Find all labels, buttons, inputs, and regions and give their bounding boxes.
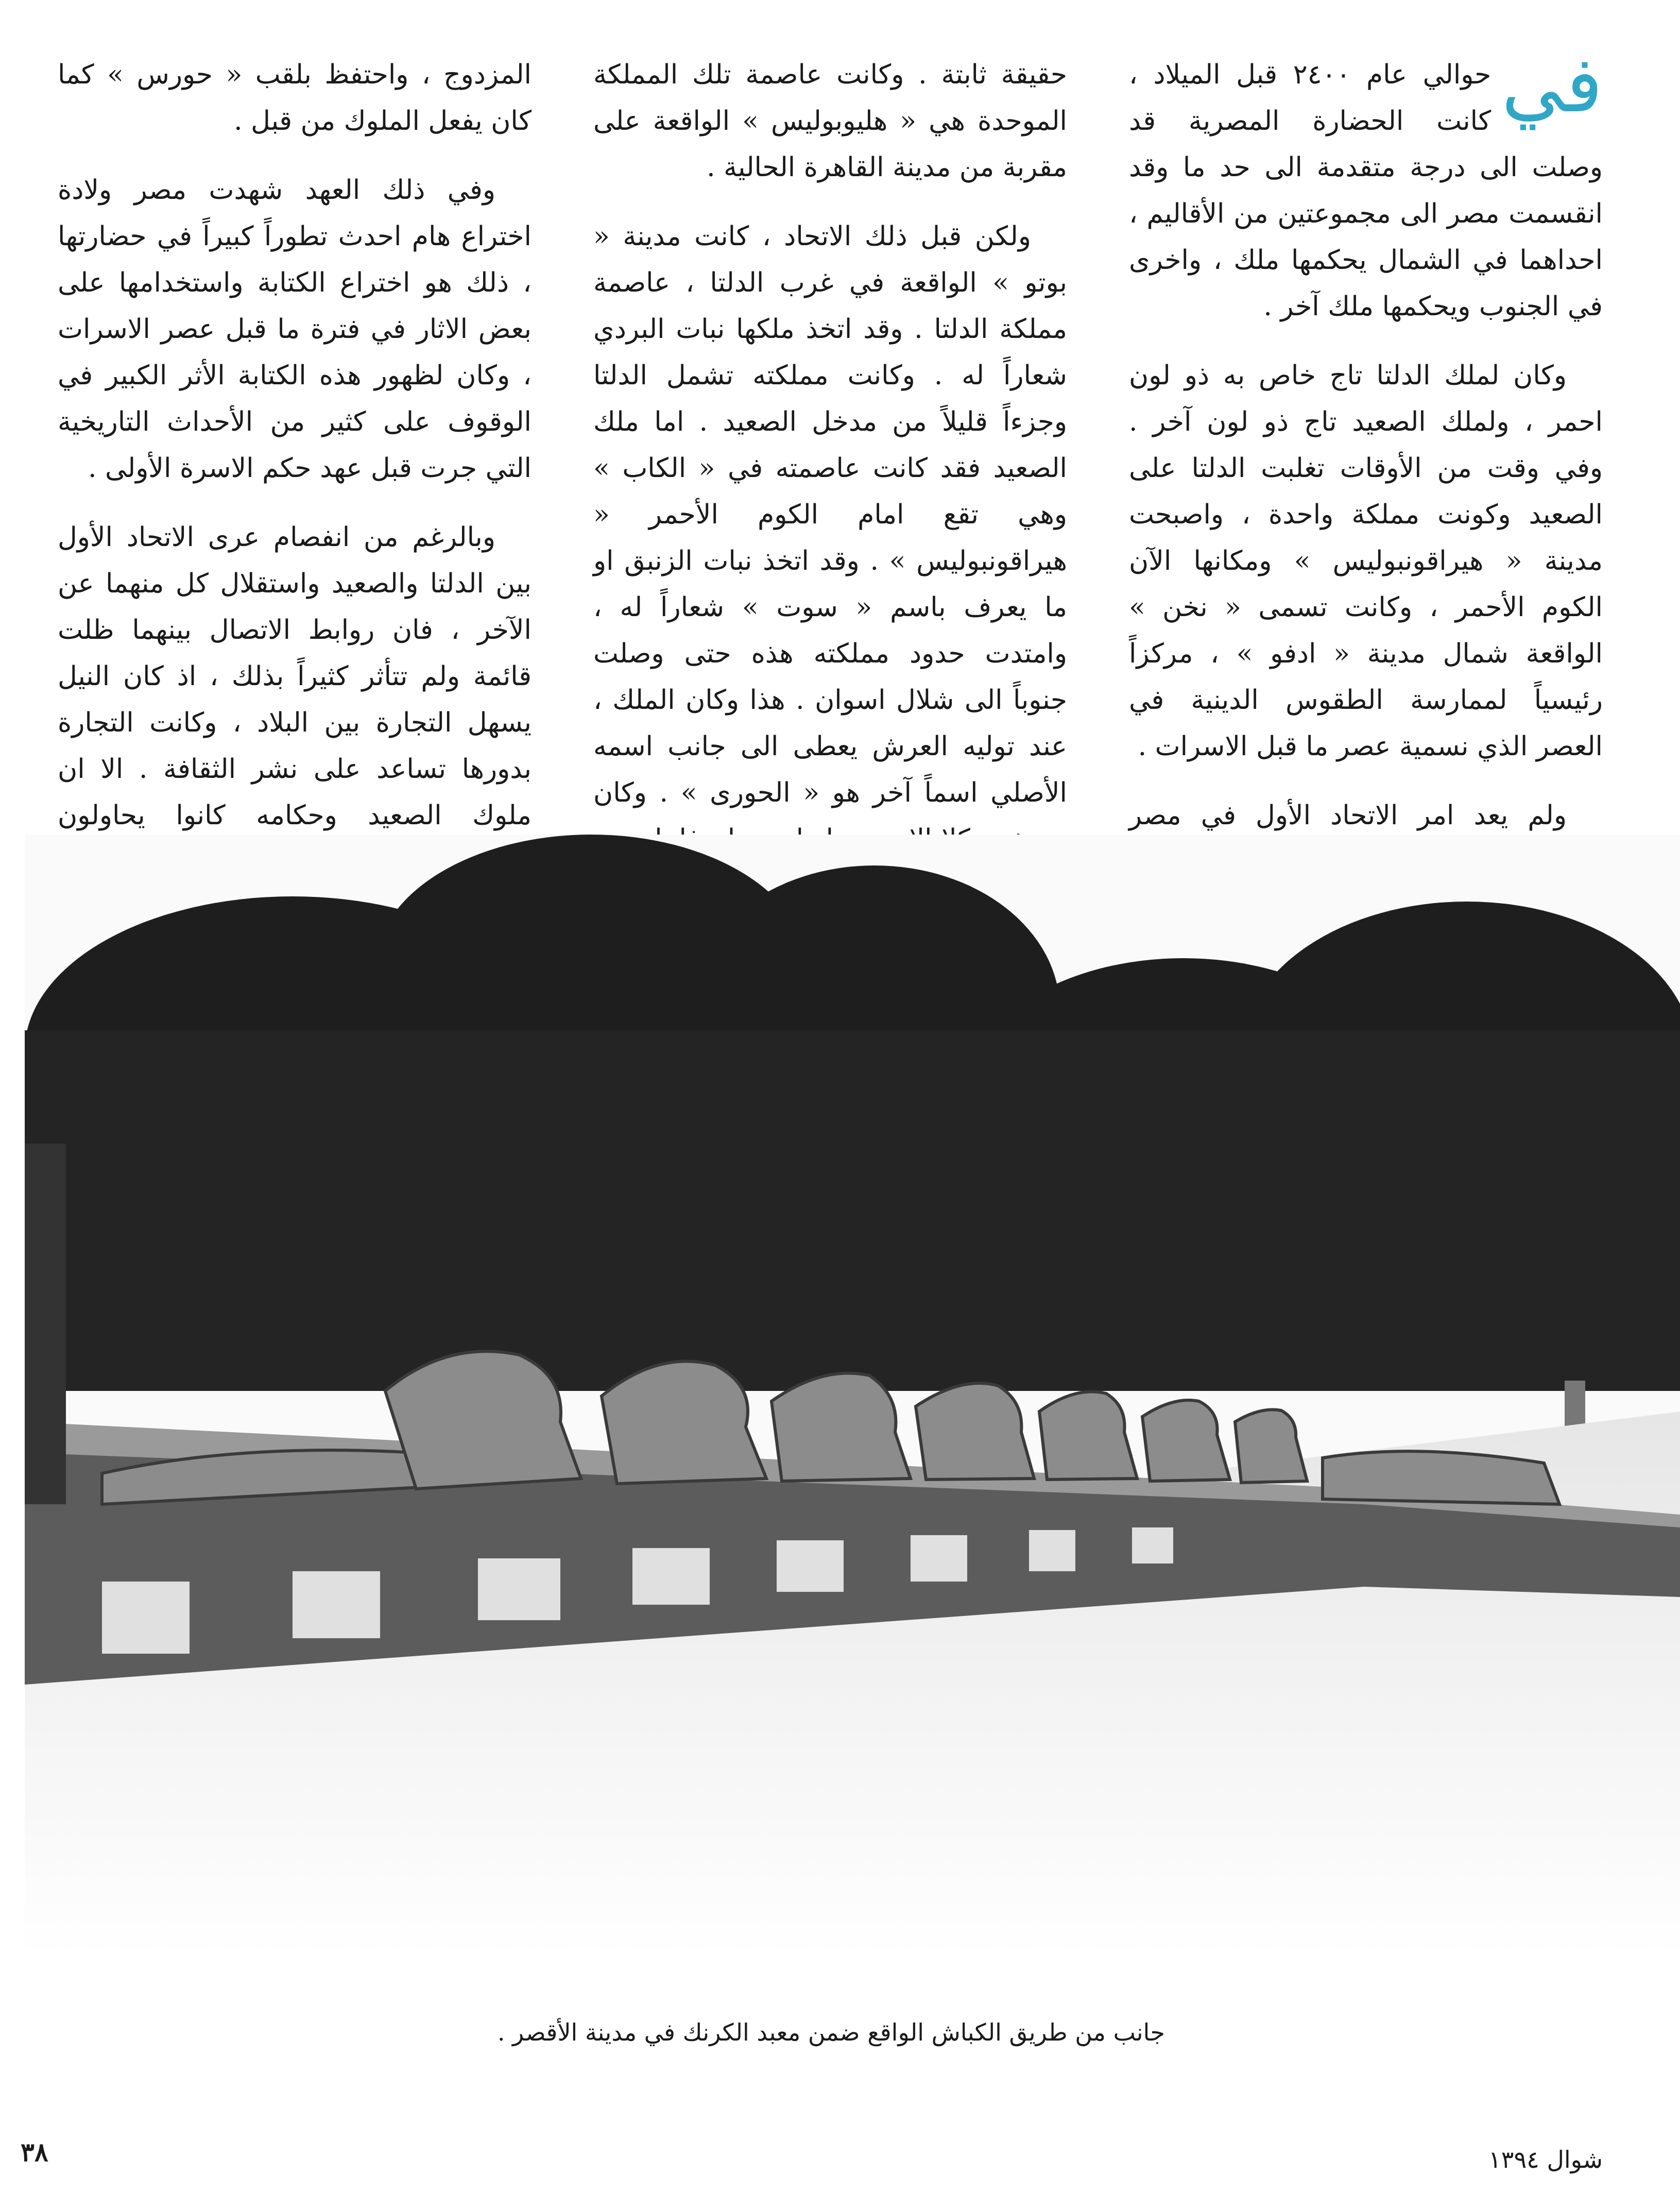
dropcap-letter: في [1501, 40, 1603, 130]
page-number: ٣٨ [21, 2137, 48, 2167]
ram-sphinx-avenue-photo [25, 835, 1680, 1958]
paragraph: ولكن قبل ذلك الاتحاد ، كانت مدينة « بوتو » الواقعة في غرب الدلتا ، عاصمة مملكة الدلتا . وقد اتخذ ملكها نبات البردي شعاراً له . وكانت مملكته تشمل الدلتا وجزءاً قليلاً من مدخل الصعيد . اما ملك الصعيد فقد كانت عاصمته في « الكاب » وهي تقع امام الكوم الأحمر « هيراقونبوليس » . وقد اتخذ نبات الزنبق او ما يعرف باسم « سوت » شعاراً له ، وامتدت حدود مملكته هذه حتى وصلت جنوباً الى شلال اسوان . هذا وكان الملك ، عند توليه العرش يعطى الى جانب اسمه الأصلي اسماً آخر هو « الحورى » . وكان [593, 221, 1067, 808]
article-column-middle [593, 52, 1067, 835]
paragraph: وفي ذلك العهد شهدت مصر ولادة اختراع هام احدث تطوراً كبيراً في حضارتها ، ذلك هو اختراع الكتابة واستخدامها على بعض الاثار في فترة ما قبل عصر الاسرات ، وكان لظهور هذه الكتابة الأثر الكبير في الوقوف على كثير من الأحداث التاريخية التي جرت قبل عهد حكم الاسرة الأولى . [58, 175, 532, 484]
article-column-right [1129, 40, 1603, 835]
paragraph: حقيقة ثابتة . وكانت عاصمة تلك المملكة الموحدة هي « هليوبوليس » الواقعة على مقربة من مدينة القاهرة الحالية . [593, 59, 1067, 183]
paragraph: وبالرغم من انفصام عرى الاتحاد الأول بين الدلتا والصعيد واستقلال كل منهما عن الآخر ، فان روابط الاتصال بينهما ظلت قائمة ولم تتأثر كثيراً بذلك ، اذ كان النيل يسهل التجارة بين البلاد ، وكانت التجارة بدورها تساعد على نشر الثقافة . الا ان ملوك الصعيد وحكامه كانوا يحاولون [58, 522, 532, 831]
paragraph: حوالي عام ٢٤٠٠ قبل الميلاد ، كانت الحضارة المصرية قد وصلت الى درجة متقدمة الى حد ما وقد انقسمت مصر الى مجموعتين من الأقاليم ، احداهما في الشمال يحكمها ملك ، واخرى في الجنوب ويحكمها ملك آخر . [1129, 59, 1603, 322]
trees-silhouette [25, 835, 1680, 1391]
issue-date: شوال ١٣٩٤ [1488, 2146, 1603, 2173]
paragraph: المزدوج ، واحتفظ بلقب « حورس » كما كان يفعل الملوك من قبل . [58, 59, 532, 137]
article-column-left [58, 52, 532, 835]
paragraph: وكان لملك الدلتا تاج خاص به ذو لون احمر ، ولملك الصعيد تاج ذو لون آخر . وفي وقت من الأوقات تغلبت الدلتا على الصعيد وكونت مملكة واحدة ، واصبحت مدينة « هيراقونبوليس » ومكانها الآن الكوم الأحمر ، وكانت تسمى « نخن » الواقعة شمال مدينة « ادفو » ، مركزاً رئيسياً لممارسة الطقوس الدينية في العصر الذي نسمية عصر ما قبل الاسرات . [1129, 360, 1603, 762]
photo-illustration-icon [25, 835, 1680, 1958]
paragraph: ولم يعد امر الاتحاد الأول في مصر [1129, 800, 1567, 831]
cropped-statue [25, 1144, 66, 1504]
photo-caption: جانب من طريق الكباش الواقع ضمن معبد الكرنك في مدينة الأقصر . [497, 2018, 1165, 2046]
